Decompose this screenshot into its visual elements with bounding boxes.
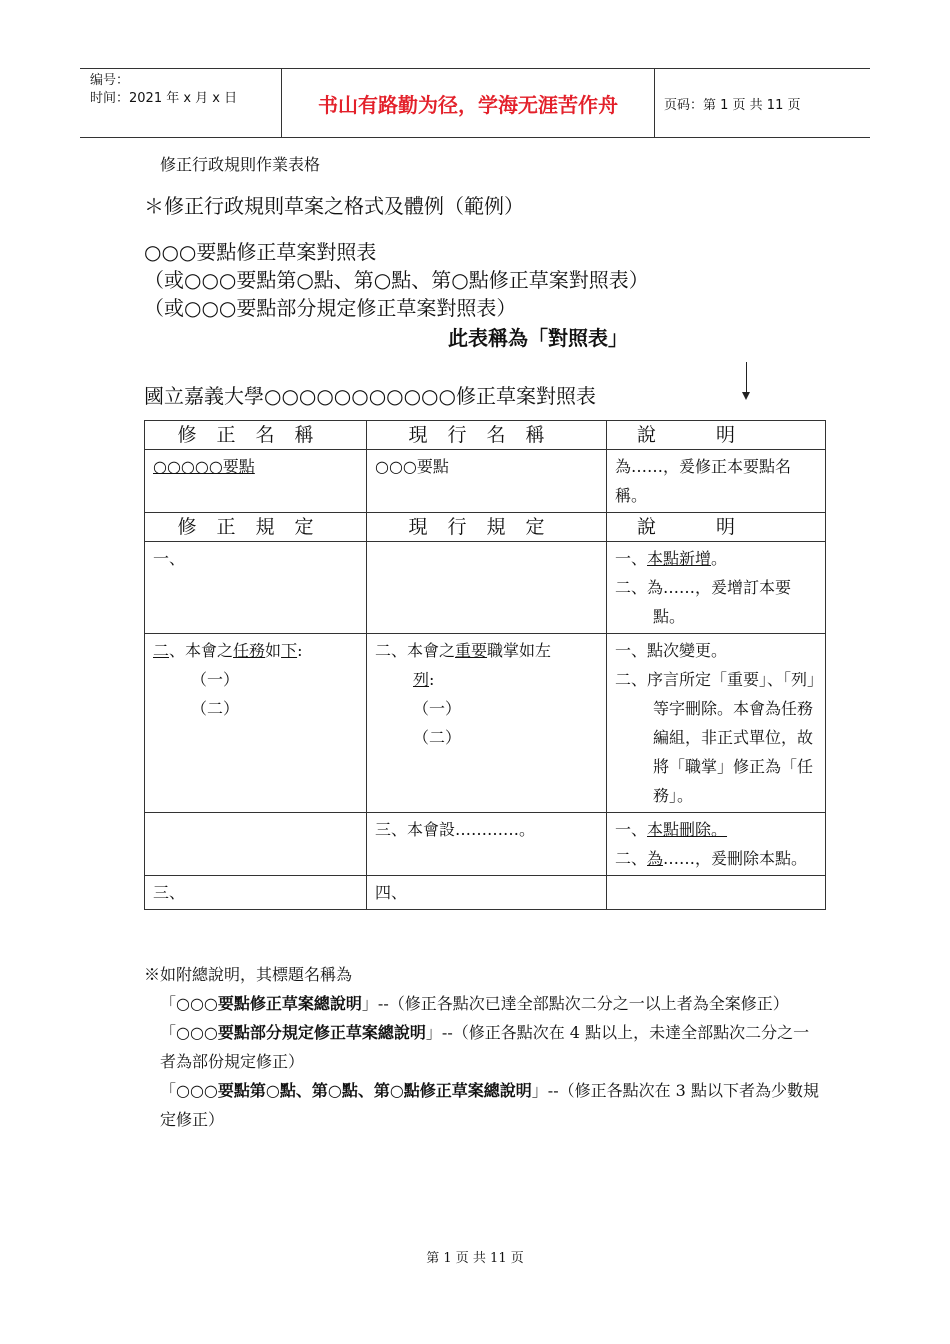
header-motto: 书山有路勤为径，学海无涯苦作舟 — [282, 69, 655, 137]
sub-item: （一） — [413, 699, 462, 718]
rule-text — [375, 665, 598, 694]
note-item — [144, 1076, 824, 1134]
table-header-row — [145, 513, 826, 542]
table-cell — [607, 813, 826, 876]
desc-text: ……，爰刪除本點。 — [663, 849, 808, 868]
rule-part: 任務 — [233, 641, 266, 660]
table-header-cell: 現行規定 — [367, 513, 607, 542]
table-row — [145, 542, 826, 634]
table-cell — [607, 876, 826, 910]
note-part: 」--（修正各點次已達全部點次二分之一以上者為全案修正） — [361, 994, 789, 1013]
notes-section — [144, 960, 824, 1134]
notes-intro: ※如附總說明，其標題名稱為 — [144, 965, 353, 984]
sub-item: （二） — [413, 728, 462, 747]
heading-small: 修正行政規則作業表格 — [160, 155, 321, 174]
title-line-2: （或○○○要點第○點、第○點、第○點修正草案對照表） — [144, 268, 649, 292]
called-line: 此表稱為「對照表」 — [448, 326, 628, 350]
note-part: 「○○○ — [160, 1023, 218, 1042]
desc-text: 本點新增 — [647, 549, 712, 568]
rule-part: 重要 — [455, 641, 488, 660]
table-cell: 三、 — [145, 876, 367, 910]
desc-text: 為 — [647, 849, 664, 868]
comparison-table — [144, 420, 826, 910]
table-cell — [145, 450, 367, 513]
rule-part: : — [429, 670, 435, 689]
note-part: 」--（修正各點次在 3 點以下者為少數規定修正） — [160, 1081, 819, 1129]
note-part: 「○○○ — [160, 1081, 218, 1100]
note-item — [144, 1018, 824, 1076]
note-title: 要點部分規定修正草案總說明 — [217, 1023, 426, 1042]
table-cell — [145, 634, 367, 813]
table-title: 國立嘉義大學○○○○○○○○○○○修正草案對照表 — [144, 384, 596, 408]
desc-number: 二、 — [615, 849, 648, 868]
rule-number: 二 — [153, 641, 170, 660]
table-header-cell: 說明 — [607, 421, 826, 450]
table-row — [145, 450, 826, 513]
page-footer: 第 1 页 共 11 页 — [426, 1251, 524, 1266]
desc-number: 一、 — [615, 820, 648, 839]
header-meta — [80, 69, 282, 137]
heading-main: ＊修正行政規則草案之格式及體例（範例） — [144, 194, 524, 218]
rule-text — [375, 636, 598, 665]
rule-part: 下 — [281, 641, 298, 660]
table-row — [145, 813, 826, 876]
number-label: 编号： — [90, 73, 130, 88]
table-cell: 四、 — [367, 876, 607, 910]
title-line-1: ○○○要點修正草案對照表 — [144, 240, 377, 264]
table-cell — [367, 542, 607, 634]
note-part: 「○○○ — [160, 994, 218, 1013]
table-header-cell: 修正名稱 — [145, 421, 367, 450]
rule-text — [153, 636, 358, 665]
title-line-3: （或○○○要點部分規定修正草案對照表） — [144, 296, 517, 320]
table-row — [145, 634, 826, 813]
note-title: 要點第○點、第○點、第○點修正草案總說明 — [217, 1081, 532, 1100]
table-header-cell: 說明 — [607, 513, 826, 542]
table-row — [145, 876, 826, 910]
sub-item: （二） — [191, 699, 240, 718]
rule-part: 職掌如左 — [487, 641, 552, 660]
arrow-down-icon — [746, 362, 747, 394]
desc-item — [615, 844, 817, 873]
rule-part: 列 — [413, 670, 430, 689]
table-cell: 三、本會設…………。 — [367, 813, 607, 876]
header-page-label: 页码：第 1 页 共 11 页 — [664, 97, 801, 113]
desc-punct: 。 — [711, 549, 728, 568]
desc-item — [615, 815, 817, 844]
page-header — [80, 68, 870, 138]
desc-item: 二、為……，爰增訂本要點。 — [615, 578, 792, 626]
desc-item: 二、序言所定「重要」、「列」等字刪除。本會為任務編組，非正式單位，故將「職掌」修正為「任務」。 — [615, 670, 816, 805]
table-cell — [145, 813, 367, 876]
note-title: 要點修正草案總說明 — [217, 994, 362, 1013]
table-header-cell: 現行名稱 — [367, 421, 607, 450]
table-cell — [367, 634, 607, 813]
table-cell: 一、 — [145, 542, 367, 634]
rule-part: 如 — [265, 641, 282, 660]
sub-item: （一） — [191, 670, 240, 689]
desc-item: 一、點次變更。 — [615, 641, 728, 660]
table-cell — [607, 634, 826, 813]
rule-part: 、本會之 — [169, 641, 234, 660]
note-part: 」--（修正各點次在 4 點以上，未達全部點次二分之一者為部份規定修正） — [160, 1023, 810, 1071]
desc-text: 本點刪除。 — [647, 820, 728, 839]
rule-part: : — [297, 641, 303, 660]
table-cell: 為……，爰修正本要點名稱。 — [607, 450, 826, 513]
table-header-cell: 修正規定 — [145, 513, 367, 542]
desc-number: 一、 — [615, 549, 648, 568]
desc-item — [615, 544, 817, 573]
table-cell: ○○○要點 — [367, 450, 607, 513]
revised-name: ○○○○○要點 — [153, 457, 255, 476]
note-item — [144, 989, 824, 1018]
table-cell — [607, 542, 826, 634]
table-header-row — [145, 421, 826, 450]
rule-part: 二、本會之 — [375, 641, 456, 660]
time-label: 时间：2021 年 x 月 x 日 — [90, 91, 238, 106]
